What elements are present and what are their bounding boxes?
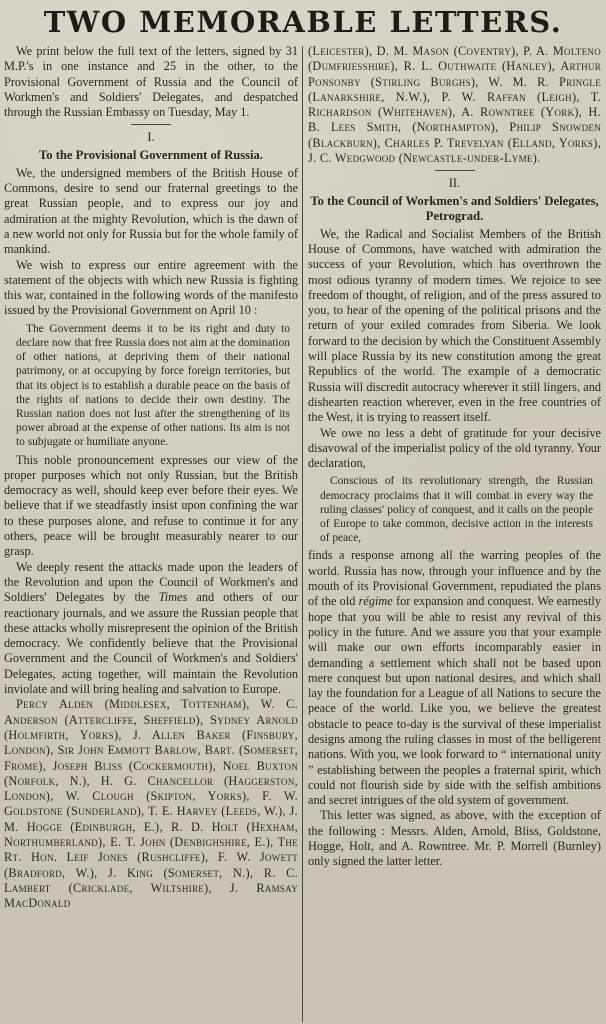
letter-two-paragraph-4: This letter was signed, as above, with the exception of the following : Messrs. Alden, Arnold, Bliss, Goldstone, Hogge, Holt, and A. Rowntree. Mr. P. Morrell (Burnley) only signed the latter letter.: [308, 808, 601, 869]
article-headline: TWO MEMORABLE LETTERS.: [43, 5, 563, 39]
letter-one-paragraph-1: We, the undersigned members of the British House of Commons, desire to send our fraternal greetings to the great Russian people, and to express our joy and admiration at the mighty Revolution, which is the dawn of a new world not only for Russia but for the whole family of mankind.: [4, 165, 298, 257]
p4-text-b: and others of our reactionary journals, and we assure the Russian people that these attacks wholly misrepresent the opinion of the British democracy. We confidently believe that the Provisional Government and the Council of Workmen's and Soldiers' Delegates, acting together, will maintain the Revolution inviolate and will bring healing and salvation to Europe.: [4, 590, 298, 697]
right-column: [308, 44, 601, 1020]
section-numeral-two: II.: [448, 176, 461, 191]
letter-one-paragraph-3: This noble pronouncement expresses our view of the proper purposes which not only Russian, but the British democracy as well, should keep ever before their eyes. We believe that if we steadfastly insist upon confining the war to these purposes alone, and refuse to continue it for any others, peace will be brought measurably nearer to our grasp.: [4, 452, 298, 559]
letter-one-paragraph-4: [4, 560, 298, 698]
signatories-list: [4, 697, 298, 911]
section-divider-two: [435, 170, 475, 171]
letter-two-paragraph-1: We, the Radical and Socialist Members of the British House of Commons, have watched with admiration the success of your Revolution, which has overthrown the most odious tyranny of modern times. We rejoice to see freedom of thought, of religion, and of the press assured to you, to hear of the opening of the political prisons and the return of your exiled comrades from Siberia. We look forward to the decision by which the Constituent Assembly will place Russia by its new constitution among the great Republics of the world. The example of a democratic Russia will discredit autocracy wherever it still lingers, and dishearten reaction wherever, even in the free countries of the West, it is trying to reassert itself.: [308, 226, 601, 425]
signatories-continued: [308, 44, 601, 166]
signatories-text: Percy Alden (Middlesex, Tottenham), W. C. Anderson (Attercliffe, Sheffield), Sydney Arnold (Holmfirth, Yorks), J. Allen Baker (Finsbury, London), Sir John Emmott Barlow, Bart. (Somerset, Frome), Joseph Bliss (Cockermouth), Noel Buxton (Norfolk, N.), H. G. Chancellor (Haggerston, London), W. Clough (Skipton, Yorks), F. W. Goldstone (Sunderland), T. E. Harvey (Leeds, W.), J. M. Hogge (Edinburgh, E.), R. D. Holt (Hexham, Northumberland), E. T. John (Denbighshire, E.), The Rt. Hon. Leif Jones (Rushcliffe), F. W. Jowett (Bradford, W.), J. King (Somerset, N.), R. C. Lambert (Cricklade, Wiltshire), J. Ramsay MacDonald: [4, 697, 298, 911]
times-newspaper-name: Times: [158, 590, 188, 605]
letter-one-paragraph-2: We wish to express our entire agreement with the statement of the objects with which new Russia is fighting this war, contained in the following words of the manifesto issued by the Provisional Government on April 10 :: [4, 257, 298, 318]
regime-word: régime: [358, 594, 393, 609]
letter-one-heading: To the Provisional Government of Russia.: [39, 147, 263, 162]
letter-two-paragraph-3: [308, 548, 601, 808]
left-column: [4, 44, 298, 1020]
p3-text-b: for expansion and conquest. We earnestly hope that you will be able to resist any revival of this policy in the future. And we assure you that your example will make our own efforts incomparably easier in demanding a settlement which shall not be based upon mere conquest but upon national desires, and which shall lay the foundation for a League of all Nations to secure the peace of the world. Like you, we believe the greatest obstacle to peace to-day is the survival of these imperialist designs among the ruling classes in most of the belligerent nations. With you, we look forward to “ international unity ” establishing between the peoples a fraternal spirit, which could not flourish side by side with the selfish ambitions and secret intrigues of the old system of government.: [308, 594, 601, 808]
p3-text-a: finds a response among all the warring peoples of the world. Russia has now, through your influence and by the mouth of its Provisional Government, repudiated the plans of the old: [308, 548, 601, 609]
manifesto-quote: The Government deems it to be its right and duty to declare now that free Russia does not aim at the domination of other nations, at depriving them of their national patrimony, or at occupying by force foreign territories, but that its object is to establish a durable peace on the basis of the rights of nations to decide their own destiny. The Russian nation does not lust after the strengthening of its power abroad at the expense of other nations. Its aim is not to subjugate or humiliate anyone.: [16, 322, 290, 449]
letter-two-paragraph-2: We owe no less a debt of gratitude for your decisive disavowal of the imperialist policy of the old tyranny. Your declaration,: [308, 425, 601, 471]
section-divider: [131, 124, 171, 125]
signatories-continued-text: (Leicester), D. M. Mason (Coventry), P. A. Molteno (Dumfriesshire), R. L. Outhwaite (Hanley), Arthur Ponsonby (Stirling Burghs), W. M. R. Pringle (Lanarkshire, N.W.), P. W. Raffan (Leigh), T. Richardson (Whitehaven), A. Rowntree (York), H. B. Lees Smith, (Northampton), Philip Snowden (Blackburn), Charles P. Trevelyan (Elland, Yorks), J. C. Wedgwood (Newcastle-under-Lyme).: [308, 44, 601, 166]
p4-text-a: We deeply resent the attacks made upon the leaders of the Revolution and upon the Council of Workmen's and Soldiers' Delegates by the: [4, 559, 298, 605]
declaration-quote: Conscious of its revolutionary strength, the Russian democracy proclaims that it will combat in every way the ruling classes' policy of conquest, and it calls on the people of Europe to take common, decisive action in the interests of peace,: [320, 475, 593, 545]
column-rule: [302, 46, 303, 1022]
letter-two-heading: To the Council of Workmen's and Soldiers' Delegates, Petrograd.: [310, 193, 599, 223]
section-numeral-one: I.: [147, 130, 155, 145]
intro-paragraph: We print below the full text of the letters, signed by 31 M.P.'s in one instance and 25 in the other, to the Provisional Government of Russia and the Council of Workmen's and Soldiers' Delegates, and despatched through the Russian Embassy on Tuesday, May 1.: [4, 44, 298, 120]
